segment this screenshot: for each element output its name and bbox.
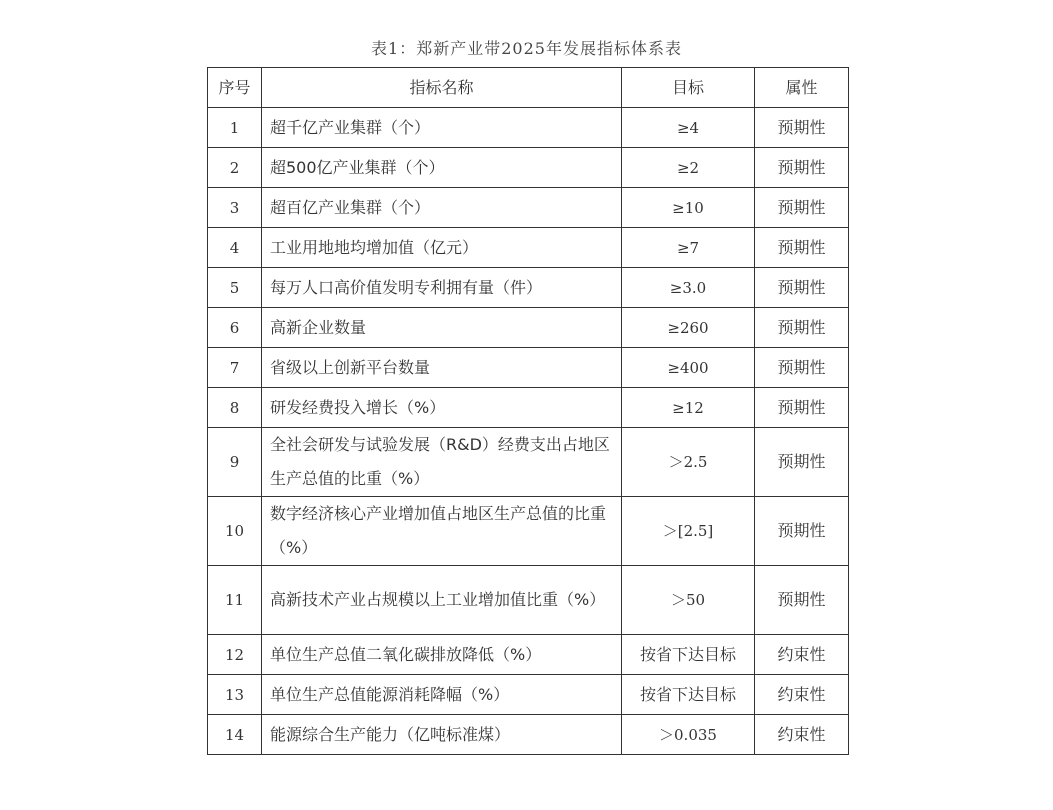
row-attribute: 预期性: [755, 566, 849, 635]
row-no: 2: [208, 148, 262, 188]
row-target: ≥7: [622, 228, 755, 268]
row-attribute: 预期性: [755, 348, 849, 388]
row-attribute: 预期性: [755, 428, 849, 497]
row-target: ≥2: [622, 148, 755, 188]
row-name: 研发经费投入增长（%）: [262, 388, 622, 428]
row-attribute: 预期性: [755, 228, 849, 268]
row-attribute: 约束性: [755, 715, 849, 755]
row-target: ≥260: [622, 308, 755, 348]
indicator-table: [207, 67, 849, 755]
row-attribute: 约束性: [755, 675, 849, 715]
row-attribute: 预期性: [755, 308, 849, 348]
table-row: [208, 188, 849, 228]
table-header-row: [208, 68, 849, 108]
row-no: 10: [208, 497, 262, 566]
table-row: [208, 675, 849, 715]
header-target: 目标: [622, 68, 755, 108]
header-no: 序号: [208, 68, 262, 108]
row-name: 工业用地地均增加值（亿元）: [262, 228, 622, 268]
row-target: ＞0.035: [622, 715, 755, 755]
row-name: 超百亿产业集群（个）: [262, 188, 622, 228]
row-no: 3: [208, 188, 262, 228]
table-row: [208, 148, 849, 188]
row-name: 超千亿产业集群（个）: [262, 108, 622, 148]
table-row: [208, 388, 849, 428]
table-row: [208, 635, 849, 675]
table-row: [208, 268, 849, 308]
row-attribute: 约束性: [755, 635, 849, 675]
row-no: 11: [208, 566, 262, 635]
header-name: 指标名称: [262, 68, 622, 108]
row-attribute: 预期性: [755, 148, 849, 188]
header-attribute: 属性: [755, 68, 849, 108]
row-no: 8: [208, 388, 262, 428]
row-no: 9: [208, 428, 262, 497]
row-attribute: 预期性: [755, 497, 849, 566]
row-target: ≥10: [622, 188, 755, 228]
row-target: ＞2.5: [622, 428, 755, 497]
row-name: 单位生产总值能源消耗降幅（%）: [262, 675, 622, 715]
row-target: ≥12: [622, 388, 755, 428]
row-no: 12: [208, 635, 262, 675]
table-row: [208, 715, 849, 755]
row-name: 省级以上创新平台数量: [262, 348, 622, 388]
row-no: 1: [208, 108, 262, 148]
row-target: 按省下达目标: [622, 675, 755, 715]
row-no: 7: [208, 348, 262, 388]
table-row: [208, 308, 849, 348]
row-name: 能源综合生产能力（亿吨标准煤）: [262, 715, 622, 755]
row-no: 4: [208, 228, 262, 268]
table-caption: 表1：郑新产业带2025年发展指标体系表: [371, 39, 682, 58]
table-row: [208, 108, 849, 148]
row-no: 6: [208, 308, 262, 348]
row-attribute: 预期性: [755, 108, 849, 148]
table-row: [208, 566, 849, 635]
row-attribute: 预期性: [755, 188, 849, 228]
row-target: ＞[2.5]: [622, 497, 755, 566]
row-attribute: 预期性: [755, 268, 849, 308]
row-target: ≥3.0: [622, 268, 755, 308]
table-row: [208, 228, 849, 268]
row-name: 高新技术产业占规模以上工业增加值比重（%）: [262, 566, 622, 635]
row-no: 5: [208, 268, 262, 308]
table-row: [208, 348, 849, 388]
row-target: ≥4: [622, 108, 755, 148]
row-name: 数字经济核心产业增加值占地区生产总值的比重（%）: [262, 497, 622, 566]
row-name: 单位生产总值二氧化碳排放降低（%）: [262, 635, 622, 675]
row-name: 每万人口高价值发明专利拥有量（件）: [262, 268, 622, 308]
row-no: 13: [208, 675, 262, 715]
row-name: 高新企业数量: [262, 308, 622, 348]
row-target: 按省下达目标: [622, 635, 755, 675]
row-target: ＞50: [622, 566, 755, 635]
row-attribute: 预期性: [755, 388, 849, 428]
row-no: 14: [208, 715, 262, 755]
table-row: [208, 497, 849, 566]
row-target: ≥400: [622, 348, 755, 388]
row-name: 超500亿产业集群（个）: [262, 148, 622, 188]
row-name: 全社会研发与试验发展（R&D）经费支出占地区生产总值的比重（%）: [262, 428, 622, 497]
table-row: [208, 428, 849, 497]
